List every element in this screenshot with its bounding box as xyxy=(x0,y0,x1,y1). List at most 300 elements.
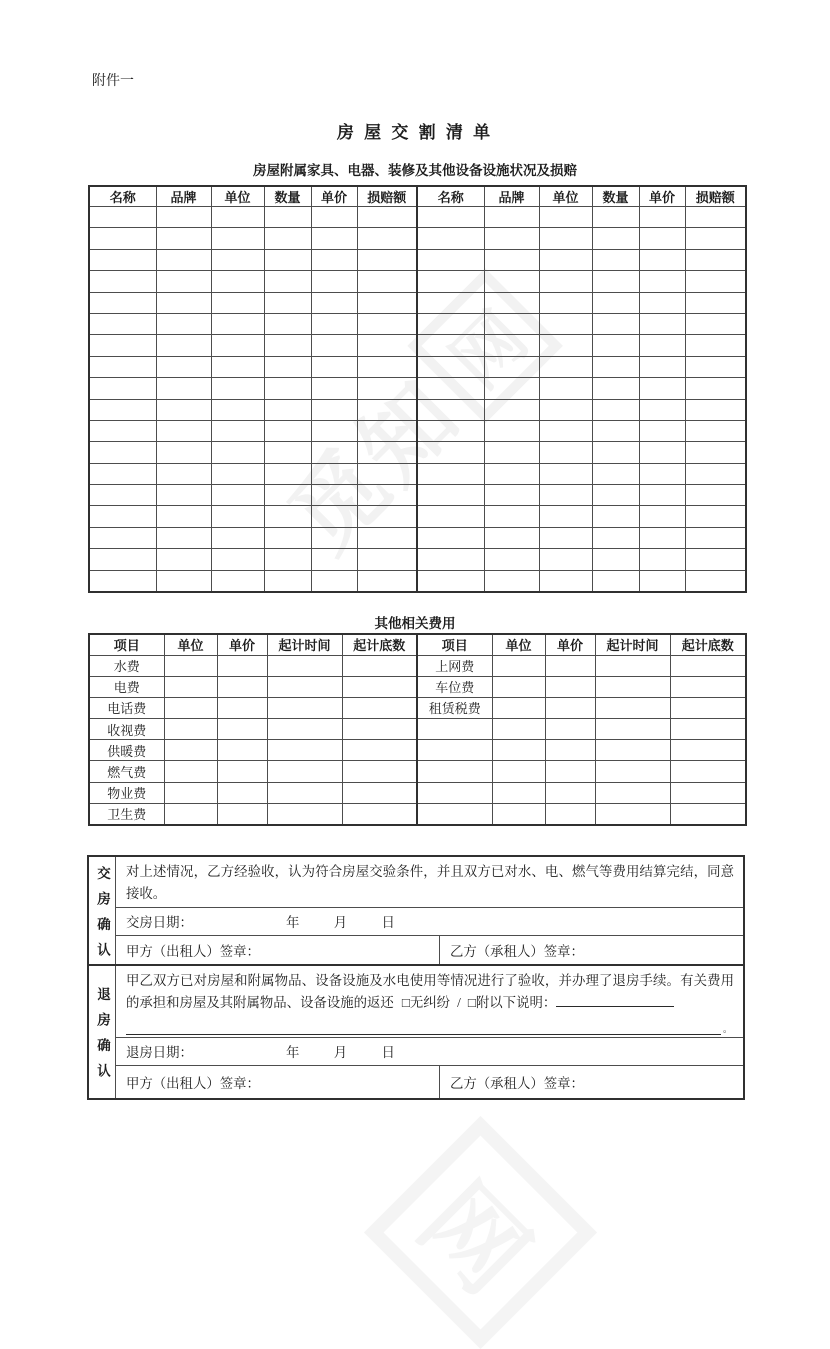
fees-empty-cell xyxy=(267,740,342,761)
fees-empty-cell xyxy=(342,782,417,803)
checkout-party-b-signature-label: 乙方（承租人）签章： xyxy=(450,1075,584,1091)
note-blank-line-1 xyxy=(556,993,674,1007)
fees-item-label: 物业费 xyxy=(89,782,164,803)
fees-item-label: 卫生费 xyxy=(89,803,164,824)
fees-item-label: 车位费 xyxy=(417,676,492,697)
furniture-empty-cell xyxy=(89,420,156,441)
furniture-empty-cell xyxy=(592,442,639,463)
furniture-empty-cell xyxy=(264,313,311,334)
fees-empty-cell xyxy=(267,803,342,824)
fees-item-label: 水费 xyxy=(89,655,164,676)
furniture-empty-cell xyxy=(357,356,417,377)
furniture-empty-cell xyxy=(311,356,357,377)
furniture-empty-cell xyxy=(685,228,746,249)
furniture-empty-cell xyxy=(156,463,211,484)
furniture-empty-cell xyxy=(89,228,156,249)
fees-empty-cell xyxy=(492,697,545,718)
furniture-column-header: 单位 xyxy=(211,186,264,207)
furniture-empty-cell xyxy=(484,549,539,570)
furniture-empty-cell xyxy=(89,313,156,334)
furniture-empty-cell xyxy=(592,249,639,270)
furniture-empty-cell xyxy=(592,356,639,377)
furniture-column-header: 单位 xyxy=(539,186,592,207)
furniture-empty-cell xyxy=(539,228,592,249)
furniture-column-header: 损赔额 xyxy=(685,186,746,207)
fees-empty-cell xyxy=(217,655,267,676)
furniture-column-header: 单价 xyxy=(311,186,357,207)
fees-empty-cell xyxy=(545,761,595,782)
furniture-empty-cell xyxy=(417,228,484,249)
furniture-empty-cell xyxy=(264,527,311,548)
fees-column-header: 单价 xyxy=(217,634,267,655)
furniture-empty-cell xyxy=(685,356,746,377)
fees-row xyxy=(89,697,746,718)
fees-empty-cell xyxy=(164,655,217,676)
furniture-column-header: 单价 xyxy=(639,186,685,207)
furniture-table-caption: 房屋附属家具、电器、装修及其他设备设施状况及损赔 xyxy=(253,163,577,178)
furniture-empty-cell xyxy=(311,420,357,441)
fees-empty-cell xyxy=(545,697,595,718)
furniture-empty-cell xyxy=(311,249,357,270)
furniture-row xyxy=(89,356,746,377)
fees-empty-cell xyxy=(164,761,217,782)
furniture-empty-cell xyxy=(357,207,417,228)
furniture-empty-cell xyxy=(156,313,211,334)
furniture-empty-cell xyxy=(211,549,264,570)
fees-table xyxy=(88,633,747,826)
furniture-empty-cell xyxy=(592,292,639,313)
furniture-empty-cell xyxy=(484,228,539,249)
fees-empty-cell xyxy=(342,655,417,676)
furniture-empty-cell xyxy=(685,463,746,484)
fees-empty-cell xyxy=(492,803,545,824)
furniture-empty-cell xyxy=(685,249,746,270)
furniture-empty-cell xyxy=(211,292,264,313)
fees-empty-cell xyxy=(545,719,595,740)
furniture-empty-cell xyxy=(311,506,357,527)
furniture-empty-cell xyxy=(417,527,484,548)
furniture-empty-cell xyxy=(264,292,311,313)
furniture-empty-cell xyxy=(264,207,311,228)
furniture-empty-cell xyxy=(639,570,685,591)
fees-empty-cell xyxy=(164,782,217,803)
furniture-empty-cell xyxy=(639,463,685,484)
fees-empty-cell xyxy=(492,676,545,697)
furniture-empty-cell xyxy=(639,549,685,570)
fees-empty-cell xyxy=(267,655,342,676)
furniture-column-header: 名称 xyxy=(89,186,156,207)
fees-item-label: 电话费 xyxy=(89,697,164,718)
fees-row xyxy=(89,676,746,697)
fees-empty-cell xyxy=(595,782,670,803)
fees-empty-cell xyxy=(217,676,267,697)
furniture-empty-cell xyxy=(539,485,592,506)
furniture-column-header: 数量 xyxy=(592,186,639,207)
furniture-empty-cell xyxy=(311,335,357,356)
fees-empty-cell xyxy=(267,782,342,803)
furniture-empty-cell xyxy=(211,485,264,506)
handover-statement: 对上述情况，乙方经验收，认为符合房屋交验条件，并且双方已对水、电、燃气等费用结算完结，同意接收。 xyxy=(126,864,734,901)
page-title: 房 屋 交 割 清 单 xyxy=(336,123,494,142)
furniture-empty-cell xyxy=(211,420,264,441)
fees-empty-cell xyxy=(267,697,342,718)
furniture-empty-cell xyxy=(685,378,746,399)
fees-item-label: 租赁税费 xyxy=(417,697,492,718)
furniture-empty-cell xyxy=(417,399,484,420)
furniture-row xyxy=(89,463,746,484)
furniture-empty-cell xyxy=(639,485,685,506)
furniture-empty-cell xyxy=(639,335,685,356)
furniture-empty-cell xyxy=(539,378,592,399)
period-mark: 。 xyxy=(722,1024,732,1034)
furniture-empty-cell xyxy=(264,506,311,527)
option-separator: / xyxy=(457,995,461,1010)
furniture-row xyxy=(89,399,746,420)
furniture-empty-cell xyxy=(484,271,539,292)
furniture-empty-cell xyxy=(417,570,484,591)
furniture-row xyxy=(89,570,746,591)
furniture-empty-cell xyxy=(357,271,417,292)
furniture-empty-cell xyxy=(357,228,417,249)
fees-empty-cell xyxy=(545,676,595,697)
furniture-empty-cell xyxy=(685,292,746,313)
fees-empty-cell xyxy=(492,655,545,676)
furniture-empty-cell xyxy=(484,292,539,313)
watermark-logo-char: 网 xyxy=(438,298,543,403)
fees-column-header: 单价 xyxy=(545,634,595,655)
note-blank-line-2-row xyxy=(126,1014,734,1035)
fees-column-header: 单位 xyxy=(492,634,545,655)
furniture-empty-cell xyxy=(89,527,156,548)
fees-empty-cell xyxy=(595,676,670,697)
fees-empty-cell xyxy=(595,761,670,782)
furniture-empty-cell xyxy=(592,313,639,334)
fees-empty-cell xyxy=(342,676,417,697)
furniture-empty-cell xyxy=(211,442,264,463)
furniture-empty-cell xyxy=(264,570,311,591)
furniture-empty-cell xyxy=(484,356,539,377)
furniture-empty-cell xyxy=(357,527,417,548)
furniture-row xyxy=(89,207,746,228)
furniture-empty-cell xyxy=(685,549,746,570)
fees-empty-cell xyxy=(492,782,545,803)
handover-party-b-signature-label: 乙方（承租人）签章： xyxy=(450,943,584,959)
fees-empty-cell xyxy=(217,761,267,782)
fees-empty-cell xyxy=(545,655,595,676)
fees-empty-cell xyxy=(545,782,595,803)
furniture-empty-cell xyxy=(484,249,539,270)
furniture-empty-cell xyxy=(685,442,746,463)
furniture-empty-cell xyxy=(685,207,746,228)
furniture-empty-cell xyxy=(484,207,539,228)
fees-item-label xyxy=(417,740,492,761)
furniture-empty-cell xyxy=(211,335,264,356)
furniture-empty-cell xyxy=(539,399,592,420)
furniture-empty-cell xyxy=(484,527,539,548)
furniture-empty-cell xyxy=(685,271,746,292)
furniture-empty-cell xyxy=(89,399,156,420)
furniture-empty-cell xyxy=(156,399,211,420)
furniture-empty-cell xyxy=(311,570,357,591)
furniture-empty-cell xyxy=(639,378,685,399)
furniture-empty-cell xyxy=(417,485,484,506)
furniture-row xyxy=(89,527,746,548)
furniture-empty-cell xyxy=(156,335,211,356)
furniture-empty-cell xyxy=(311,527,357,548)
fees-empty-cell xyxy=(492,740,545,761)
furniture-empty-cell xyxy=(639,271,685,292)
furniture-empty-cell xyxy=(539,335,592,356)
fees-empty-cell xyxy=(492,719,545,740)
furniture-empty-cell xyxy=(89,335,156,356)
furniture-empty-cell xyxy=(484,506,539,527)
furniture-empty-cell xyxy=(592,549,639,570)
fees-empty-cell xyxy=(217,697,267,718)
fees-empty-cell xyxy=(670,782,746,803)
handover-date-row xyxy=(116,907,743,935)
year-label: 年 xyxy=(286,1045,300,1060)
fees-empty-cell xyxy=(670,697,746,718)
fees-table-caption: 其他相关费用 xyxy=(374,616,456,631)
fees-empty-cell xyxy=(545,803,595,824)
checkout-date-row xyxy=(116,1037,743,1065)
furniture-empty-cell xyxy=(685,570,746,591)
fees-empty-cell xyxy=(595,697,670,718)
furniture-empty-cell xyxy=(264,485,311,506)
furniture-empty-cell xyxy=(264,271,311,292)
fees-empty-cell xyxy=(342,719,417,740)
furniture-row xyxy=(89,313,746,334)
furniture-empty-cell xyxy=(357,485,417,506)
furniture-empty-cell xyxy=(592,527,639,548)
furniture-empty-cell xyxy=(156,228,211,249)
furniture-empty-cell xyxy=(211,249,264,270)
no-dispute-checkbox-option: □无纠纷 xyxy=(401,995,451,1010)
furniture-empty-cell xyxy=(592,207,639,228)
furniture-empty-cell xyxy=(539,292,592,313)
furniture-empty-cell xyxy=(417,207,484,228)
fees-row xyxy=(89,803,746,824)
checkout-side-label: 退房确认 xyxy=(95,987,110,1089)
furniture-empty-cell xyxy=(539,506,592,527)
furniture-empty-cell xyxy=(357,292,417,313)
furniture-empty-cell xyxy=(311,292,357,313)
furniture-empty-cell xyxy=(539,549,592,570)
confirmation-section xyxy=(87,855,745,1100)
note-blank-line-2 xyxy=(126,1020,721,1035)
furniture-empty-cell xyxy=(311,378,357,399)
furniture-empty-cell xyxy=(264,463,311,484)
fees-empty-cell xyxy=(342,740,417,761)
furniture-empty-cell xyxy=(89,249,156,270)
furniture-row xyxy=(89,506,746,527)
furniture-empty-cell xyxy=(211,271,264,292)
furniture-empty-cell xyxy=(357,335,417,356)
furniture-empty-cell xyxy=(592,570,639,591)
furniture-empty-cell xyxy=(484,570,539,591)
furniture-empty-cell xyxy=(539,420,592,441)
furniture-empty-cell xyxy=(357,378,417,399)
furniture-empty-cell xyxy=(417,292,484,313)
furniture-empty-cell xyxy=(89,463,156,484)
fees-empty-cell xyxy=(595,719,670,740)
furniture-empty-cell xyxy=(417,249,484,270)
furniture-empty-cell xyxy=(417,549,484,570)
handover-signature-row xyxy=(116,935,743,964)
furniture-column-header: 品牌 xyxy=(156,186,211,207)
furniture-empty-cell xyxy=(685,506,746,527)
fees-empty-cell xyxy=(670,761,746,782)
furniture-empty-cell xyxy=(156,378,211,399)
fees-row xyxy=(89,655,746,676)
furniture-empty-cell xyxy=(539,442,592,463)
fees-item-label xyxy=(417,719,492,740)
furniture-row xyxy=(89,228,746,249)
fees-empty-cell xyxy=(267,676,342,697)
furniture-empty-cell xyxy=(211,378,264,399)
fees-empty-cell xyxy=(217,782,267,803)
furniture-empty-cell xyxy=(639,506,685,527)
furniture-table xyxy=(88,185,747,593)
fees-row xyxy=(89,782,746,803)
furniture-empty-cell xyxy=(539,356,592,377)
furniture-empty-cell xyxy=(211,570,264,591)
fees-item-label: 供暖费 xyxy=(89,740,164,761)
fees-item-label xyxy=(417,782,492,803)
furniture-empty-cell xyxy=(264,442,311,463)
furniture-empty-cell xyxy=(539,463,592,484)
furniture-empty-cell xyxy=(156,527,211,548)
fees-empty-cell xyxy=(670,803,746,824)
furniture-empty-cell xyxy=(592,485,639,506)
furniture-empty-cell xyxy=(211,228,264,249)
furniture-empty-cell xyxy=(156,485,211,506)
furniture-empty-cell xyxy=(211,313,264,334)
handover-date-label: 交房日期： xyxy=(126,915,193,930)
furniture-empty-cell xyxy=(357,570,417,591)
fees-empty-cell xyxy=(342,803,417,824)
furniture-empty-cell xyxy=(639,527,685,548)
furniture-empty-cell xyxy=(592,399,639,420)
furniture-empty-cell xyxy=(592,271,639,292)
furniture-empty-cell xyxy=(264,228,311,249)
furniture-empty-cell xyxy=(592,420,639,441)
furniture-empty-cell xyxy=(357,249,417,270)
furniture-row xyxy=(89,549,746,570)
fees-empty-cell xyxy=(164,719,217,740)
day-label: 日 xyxy=(381,915,395,930)
furniture-empty-cell xyxy=(484,399,539,420)
furniture-empty-cell xyxy=(357,420,417,441)
fees-column-header: 起计底数 xyxy=(342,634,417,655)
furniture-empty-cell xyxy=(639,207,685,228)
handover-side-label: 交房确认 xyxy=(95,865,110,968)
furniture-empty-cell xyxy=(311,463,357,484)
furniture-empty-cell xyxy=(592,463,639,484)
furniture-empty-cell xyxy=(89,485,156,506)
furniture-empty-cell xyxy=(211,356,264,377)
handover-side-label-cell xyxy=(89,857,116,968)
furniture-empty-cell xyxy=(685,313,746,334)
furniture-empty-cell xyxy=(264,378,311,399)
furniture-row xyxy=(89,271,746,292)
fees-column-header: 起计时间 xyxy=(595,634,670,655)
fees-empty-cell xyxy=(164,803,217,824)
attachment-label: 附件一 xyxy=(92,74,134,89)
furniture-empty-cell xyxy=(539,527,592,548)
fees-empty-cell xyxy=(342,761,417,782)
furniture-empty-cell xyxy=(484,485,539,506)
fees-empty-cell xyxy=(164,676,217,697)
checkout-confirmation-block xyxy=(89,964,743,1098)
furniture-empty-cell xyxy=(539,271,592,292)
furniture-empty-cell xyxy=(539,313,592,334)
furniture-empty-cell xyxy=(156,506,211,527)
furniture-empty-cell xyxy=(417,271,484,292)
fees-column-header: 项目 xyxy=(417,634,492,655)
checkout-party-a-signature-label: 甲方（出租人）签章： xyxy=(116,1066,440,1098)
furniture-empty-cell xyxy=(417,378,484,399)
fees-empty-cell xyxy=(217,803,267,824)
fees-column-header: 起计底数 xyxy=(670,634,746,655)
furniture-empty-cell xyxy=(311,271,357,292)
fees-row xyxy=(89,719,746,740)
furniture-empty-cell xyxy=(685,485,746,506)
furniture-empty-cell xyxy=(685,420,746,441)
handover-confirmation-block xyxy=(89,857,743,968)
furniture-empty-cell xyxy=(311,228,357,249)
fees-row xyxy=(89,761,746,782)
furniture-column-header: 品牌 xyxy=(484,186,539,207)
fees-item-label: 收视费 xyxy=(89,719,164,740)
furniture-empty-cell xyxy=(89,207,156,228)
day-label: 日 xyxy=(381,1045,395,1060)
furniture-empty-cell xyxy=(639,442,685,463)
fees-item-label: 燃气费 xyxy=(89,761,164,782)
furniture-empty-cell xyxy=(156,420,211,441)
furniture-empty-cell xyxy=(417,506,484,527)
furniture-empty-cell xyxy=(211,527,264,548)
furniture-empty-cell xyxy=(417,335,484,356)
furniture-empty-cell xyxy=(89,271,156,292)
furniture-empty-cell xyxy=(539,207,592,228)
furniture-empty-cell xyxy=(211,399,264,420)
with-note-checkbox-option: □附以下说明： xyxy=(467,995,557,1010)
furniture-empty-cell xyxy=(264,420,311,441)
furniture-empty-cell xyxy=(89,549,156,570)
fees-item-label: 电费 xyxy=(89,676,164,697)
fees-row xyxy=(89,740,746,761)
furniture-empty-cell xyxy=(211,506,264,527)
month-label: 月 xyxy=(333,915,348,930)
furniture-empty-cell xyxy=(484,313,539,334)
furniture-empty-cell xyxy=(417,420,484,441)
furniture-empty-cell xyxy=(539,570,592,591)
furniture-empty-cell xyxy=(89,442,156,463)
furniture-empty-cell xyxy=(592,378,639,399)
furniture-empty-cell xyxy=(357,399,417,420)
checkout-signature-row xyxy=(116,1065,743,1098)
furniture-empty-cell xyxy=(484,420,539,441)
furniture-empty-cell xyxy=(417,463,484,484)
fees-empty-cell xyxy=(492,761,545,782)
furniture-empty-cell xyxy=(484,335,539,356)
furniture-row xyxy=(89,485,746,506)
checkout-statement-text: 甲乙双方已对房屋和附属物品、设备设施及水电使用等情况进行了验收，并办理了退房手续。有关费用的承担和房屋及其附属物品、设备设施的返还 xyxy=(126,973,734,1010)
furniture-empty-cell xyxy=(592,228,639,249)
watermark-text: 觅知 xyxy=(271,361,481,571)
month-label: 月 xyxy=(333,1045,348,1060)
